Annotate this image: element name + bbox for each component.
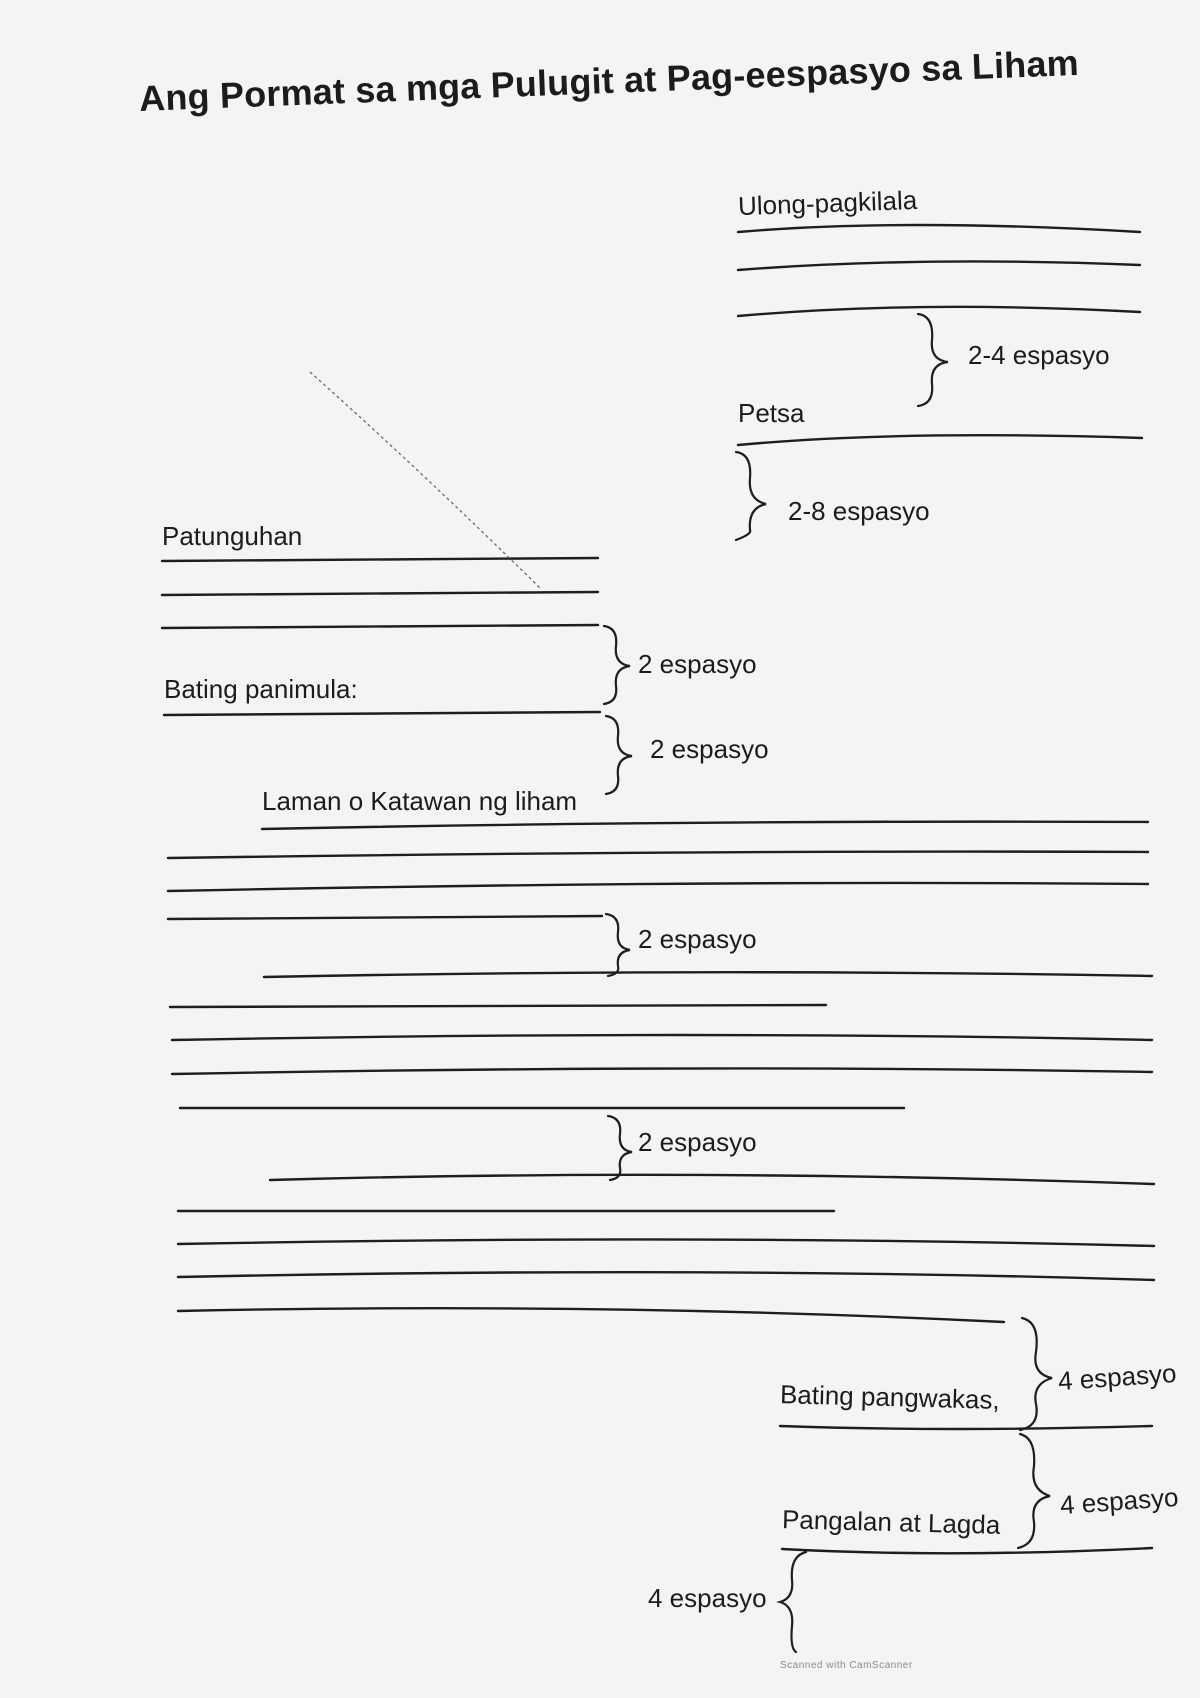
spacing-label: 2 espasyo xyxy=(638,1127,757,1157)
brace-icon xyxy=(918,314,948,406)
brace-icon xyxy=(606,716,632,794)
spacing-label: 4 espasyo xyxy=(1059,1481,1180,1521)
writing-line xyxy=(270,1175,1154,1184)
writing-line xyxy=(738,225,1140,232)
label-bating-panimula: Bating panimula: xyxy=(164,674,358,704)
brace-icon xyxy=(780,1552,806,1652)
writing-line xyxy=(168,916,602,919)
brace-icon xyxy=(606,914,630,976)
writing-line xyxy=(168,883,1148,891)
label-patunguhan: Patunguhan xyxy=(162,521,303,551)
scanner-footer: Scanned with CamScanner xyxy=(780,1660,913,1671)
writing-line xyxy=(178,1308,1004,1322)
writing-line xyxy=(170,1005,826,1007)
writing-line xyxy=(162,625,598,628)
spacing-label: 2 espasyo xyxy=(650,734,769,764)
label-pangalan-lagda: Pangalan at Lagda xyxy=(781,1504,1001,1540)
label-petsa: Petsa xyxy=(738,398,805,428)
writing-line xyxy=(168,852,1148,858)
writing-line xyxy=(178,1272,1154,1280)
label-laman: Laman o Katawan ng liham xyxy=(262,786,578,816)
writing-line xyxy=(162,558,598,561)
writing-line xyxy=(782,1548,1152,1553)
spacing-label: 4 espasyo xyxy=(1057,1357,1178,1397)
writing-line xyxy=(172,1035,1152,1040)
brace-icon xyxy=(608,1116,632,1180)
writing-line xyxy=(262,822,1148,829)
writing-line xyxy=(738,435,1142,445)
writing-line xyxy=(178,1239,1154,1246)
writing-line xyxy=(738,307,1140,316)
page-title: Ang Pormat sa mga Pulugit at Pag-eespasyo sa Liham xyxy=(138,41,1080,120)
label-ulong-pagkilala: Ulong-pagkilala xyxy=(737,184,918,222)
writing-line xyxy=(172,1068,1152,1074)
spacing-label: 2-8 espasyo xyxy=(788,496,930,526)
spacing-label: 4 espasyo xyxy=(648,1583,767,1613)
label-bating-pangwakas: Bating pangwakas, xyxy=(779,1379,1001,1415)
brace-icon xyxy=(736,452,766,540)
writing-line xyxy=(780,1426,1152,1429)
writing-line xyxy=(164,712,600,715)
brace-icon xyxy=(604,626,630,704)
spacing-label: 2 espasyo xyxy=(638,649,757,679)
brace-icon xyxy=(1018,1434,1050,1548)
writing-line xyxy=(162,592,598,595)
writing-line xyxy=(264,972,1152,977)
spacing-label: 2-4 espasyo xyxy=(968,340,1110,370)
brace-icon xyxy=(1020,1318,1052,1430)
scan-artifact xyxy=(310,372,540,588)
spacing-label: 2 espasyo xyxy=(638,924,757,954)
writing-line xyxy=(738,261,1140,270)
